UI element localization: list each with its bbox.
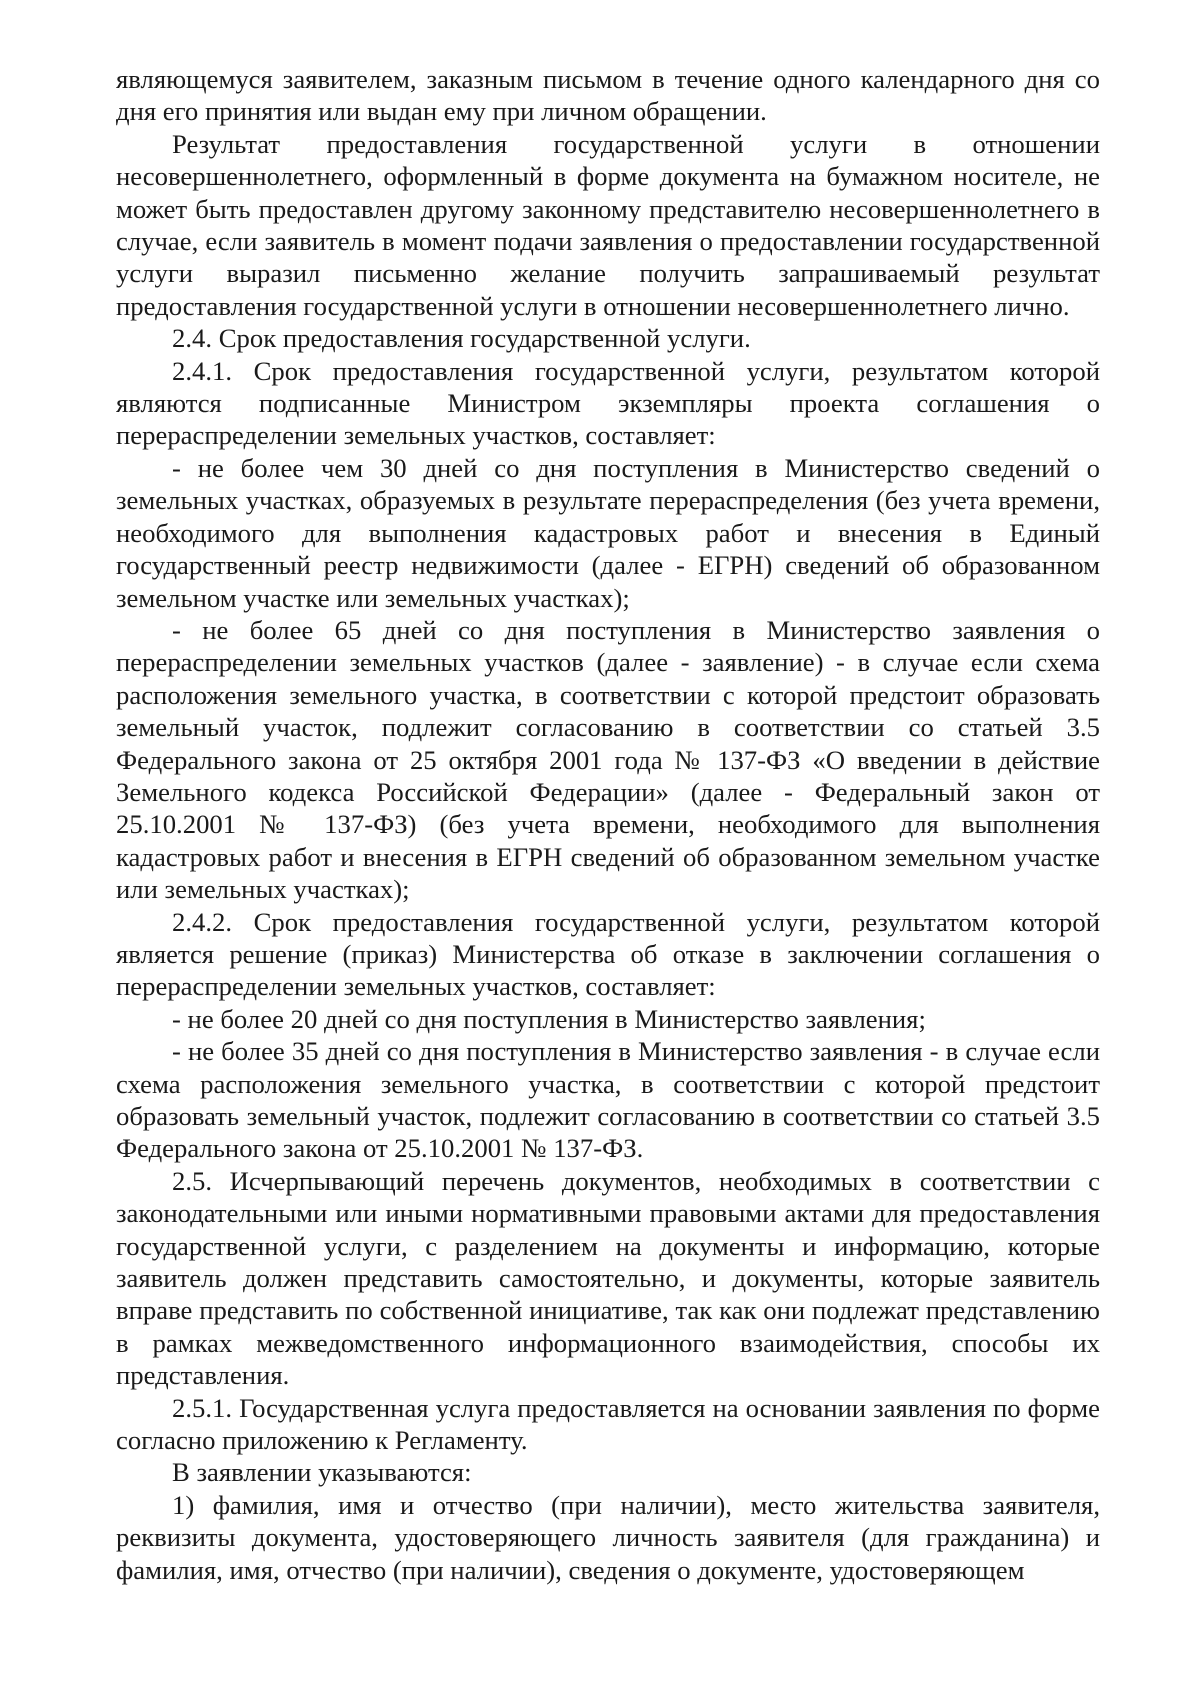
section-2-4-heading: 2.4. Срок предоставления государственной услуги. (172, 323, 751, 354)
paragraph-continuation: являющемуся заявителем, заказным письмом в течение одного календарного дня со дня его принятия или выдан ему при личном обращении. (116, 64, 1100, 127)
section-2-4-2: 2.4.2. Срок предоставления государственной услуги, результатом которой является решение (приказ) Министерства об отказе в заключении соглашения о перераспределении земельных участков, составляет: (116, 906, 1100, 1002)
application-item-1: 1) фамилия, имя и отчество (при наличии), место жительства заявителя, реквизиты документа, удостоверяющего личность заявителя (для гражданина) и фамилия, имя, отчество (при наличии), сведения о документе, удостоверяющем (116, 1489, 1100, 1585)
paragraph-result-minor: Результат предоставления государственной услуги в отношении несовершеннолетнего, оформленный в форме документа на бумажном носителе, не может быть предоставлен другому законному представителю несовершеннолетнего в случае, если заявитель в момент подачи заявления о предоставлении государственной услуги выразил письменно желание получить запрашиваемый результат предоставления государственной услуги в отношении несовершеннолетнего лично. (116, 128, 1100, 321)
list-item-35-days: - не более 35 дней со дня поступления в Министерство заявления - в случае если схема расположения земельного участка, в соответствии с которой предстоит образовать земельный участок, подлежит согласованию в соответствии со статьей 3.5 Федерального закона от 25.10.2001 № 137-ФЗ. (116, 1036, 1100, 1164)
list-item-30-days: - не более чем 30 дней со дня поступления в Министерство сведений о земельных участках, образуемых в результате перераспределения (без учета времени, необходимого для выполнения кадастровых работ и внесения в Единый государственный реестр недвижимости (далее - ЕГРН) сведений об образованном земельном участке или земельных участках); (116, 452, 1100, 613)
application-contents-intro: В заявлении указываются: (172, 1457, 472, 1488)
section-2-5-1: 2.5.1. Государственная услуга предоставляется на основании заявления по форме согласно приложению к Регламенту. (116, 1392, 1100, 1456)
list-item-20-days: - не более 20 дней со дня поступления в Министерство заявления; (172, 1003, 926, 1034)
section-2-5: 2.5. Исчерпывающий перечень документов, необходимых в соответствии с законодательными или иными нормативными правовыми актами для предоставления государственной услуги, с разделением на документы и информацию, которые заявитель должен представить самостоятельно, и документы, которые заявитель вправе представить по собственной инициативе, так как они подлежат представлению в рамках межведомственного информационного взаимодействия, способы их представления. (116, 1165, 1100, 1391)
document-body (116, 63, 1100, 1586)
section-2-4-1: 2.4.1. Срок предоставления государственной услуги, результатом которой являются подписанные Министром экземпляры проекта соглашения о перераспределении земельных участков, составляет: (116, 355, 1100, 451)
list-item-65-days: - не более 65 дней со дня поступления в Министерство заявления о перераспределении земельных участков (далее - заявление) - в случае если схема расположения земельного участка, в соответствии с которой предстоит образовать земельный участок, подлежит согласованию в соответствии со статьей 3.5 Федерального закона от 25 октября 2001 года № 137-ФЗ «О введении в действие Земельного кодекса Российской Федерации» (далее - Федеральный закон от 25.10.2001 № 137-ФЗ) (без учета времени, необходимого для выполнения кадастровых работ и внесения в ЕГРН сведений об образованном земельном участке или земельных участках); (116, 614, 1100, 905)
